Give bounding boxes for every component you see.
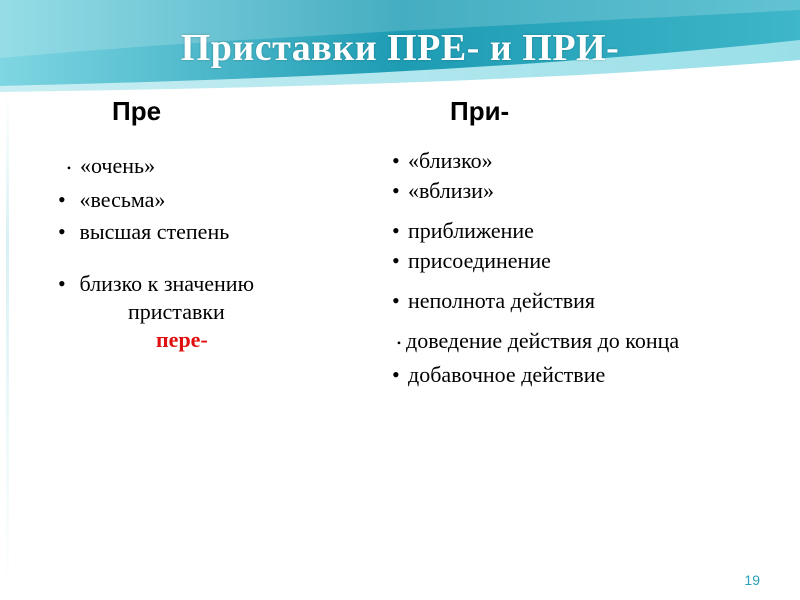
right-proximity-list	[392, 146, 494, 206]
bullet-icon: •	[66, 160, 72, 175]
left-column-heading: Пре	[112, 96, 162, 126]
bullet-icon: •	[392, 178, 400, 203]
right-column-heading: При-	[450, 96, 510, 126]
pere-prefix-highlight: пере-	[156, 327, 208, 352]
right-joining-list	[392, 216, 551, 276]
bullet-icon: •	[392, 148, 400, 173]
list-item: • высшая степень	[58, 216, 229, 248]
left-border-decoration	[6, 92, 9, 592]
list-item: • доведение действия до конца	[392, 325, 679, 359]
bullet-icon: •	[392, 248, 400, 273]
right-incomplete-list	[392, 286, 595, 316]
bullet-icon: •	[392, 218, 400, 243]
bullet-icon: •	[58, 218, 66, 244]
list-item: • «близко»	[392, 146, 494, 176]
list-item-continuation	[58, 326, 254, 354]
right-completion-list	[392, 325, 679, 391]
list-item: • присоединение	[392, 246, 551, 276]
left-meanings-list	[58, 150, 229, 248]
list-item: • добавочное действие	[392, 359, 679, 391]
bullet-icon: •	[392, 288, 400, 313]
bullet-icon: •	[396, 335, 402, 350]
list-item: • «весьма»	[58, 184, 229, 216]
bullet-icon: •	[58, 186, 66, 212]
list-item: • «очень»	[58, 150, 229, 184]
list-item: • неполнота действия	[392, 286, 595, 316]
slide-header	[0, 0, 800, 92]
page-number: 19	[744, 572, 760, 588]
bullet-icon: •	[392, 361, 400, 387]
list-item: • близко к значению	[58, 271, 255, 296]
list-item-continuation: приставки	[128, 299, 225, 324]
list-item: • приближение	[392, 216, 551, 246]
bullet-icon: •	[58, 271, 66, 296]
slide-title: Приставки ПРЕ- и ПРИ-	[180, 27, 620, 69]
list-item: • «вблизи»	[392, 176, 494, 206]
left-pere-list	[58, 270, 254, 354]
